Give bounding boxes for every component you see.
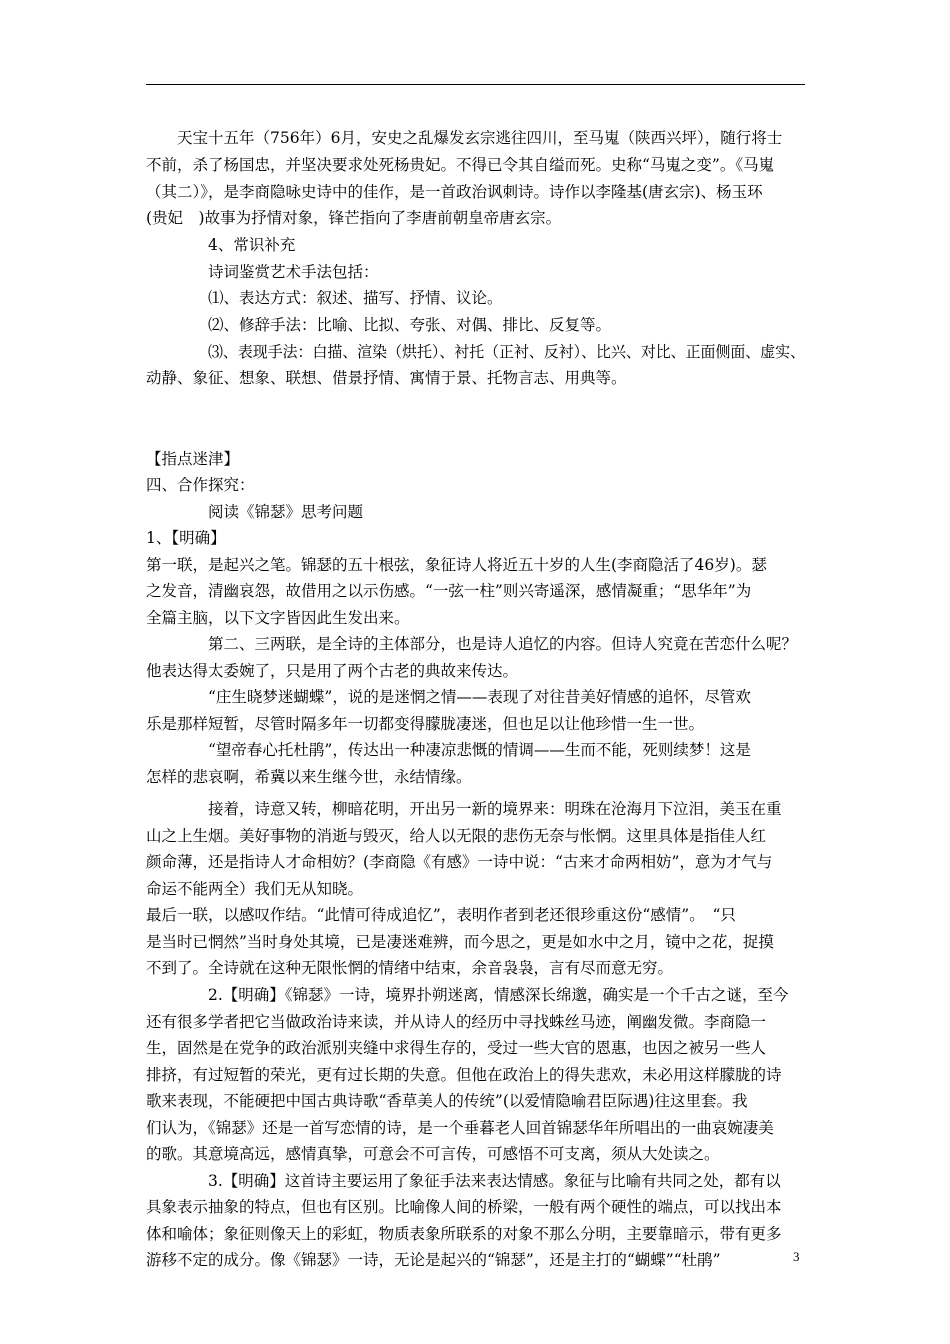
text-line: 游移不定的成分。像《锦瑟》一诗，无论是起兴的“锦瑟”，还是主打的“蝴蝶”“杜鹃” <box>146 1251 721 1269</box>
text-line: “望帝春心托杜鹃”，传达出一种凄凉悲慨的情调——生而不能，死则续梦！这是 <box>208 741 751 759</box>
text-line: 的歌。其意境高远，感情真挚，可意会不可言传，可感悟不可支离，须从大处读之。 <box>146 1145 720 1163</box>
text-line: 接着，诗意又转，柳暗花明，开出另一新的境界来：明珠在沧海月下泣泪，美玉在重 <box>208 800 782 818</box>
text-line: 最后一联，以感叹作结。“此情可待成追忆”，表明作者到老还很珍重这份“感情”。 “只 <box>146 906 736 924</box>
text-line: ⑶、表现手法：白描、渲染（烘托）、衬托（正衬、反衬）、比兴、对比、正面侧面、虚实、 <box>208 343 806 361</box>
task-line: 阅读《锦瑟》思考问题 <box>208 503 364 521</box>
text-line: 还有很多学者把它当做政治诗来读，并从诗人的经历中寻找蛛丝马迹，阐幽发微。李商隐一 <box>146 1013 767 1031</box>
page-number: 3 <box>793 1249 800 1264</box>
text-line: 2.【明确】《锦瑟》一诗，境界扑朔迷离，情感深长绵邈，确实是一个千古之谜，至今 <box>208 986 789 1004</box>
text-line: 第一联，是起兴之笔。锦瑟的五十根弦，象征诗人将近五十岁的人生(李商隐活了46岁)。瑟 <box>146 556 767 574</box>
text-line: 是当时已惘然”当时身处其境，已是凄迷难辨，而今思之，更是如水中之月，镜中之花，捉摸 <box>146 933 774 951</box>
text-line: 们认为，《锦瑟》还是一首写恋情的诗，是一个垂暮老人回首锦瑟华年所唱出的一曲哀婉凄美 <box>146 1119 774 1137</box>
text-line: 不到了。全诗就在这种无限怅惘的情绪中结束，余音袅袅，言有尽而意无穷。 <box>146 959 674 977</box>
text-line: 之发音，清幽哀怨，故借用之以示伤感。“一弦一柱”则兴寄遥深，感情凝重；“思华年”为 <box>146 582 752 600</box>
item-label: 1、【明确】 <box>146 529 226 547</box>
header-rule <box>146 84 805 85</box>
text-line: 3.【明确】这首诗主要运用了象征手法来表达情感。象征与比喻有共同之处，都有以 <box>208 1172 781 1190</box>
section-heading: 【指点迷津】 <box>146 450 240 468</box>
text-line: 山之上生烟。美好事物的消逝与毁灭，给人以无限的悲伤无奈与怅惘。这里具体是指佳人红 <box>146 827 767 845</box>
text-line: 体和喻体；象征则像天上的彩虹，物质表象所联系的对象不那么分明，主要靠暗示，带有更多 <box>146 1225 782 1243</box>
text-line: 颜命薄，还是指诗人才命相妨？(李商隐《有感》一诗中说：“古来才命两相妨”，意为才气与 <box>146 853 773 871</box>
text-line: 动静、象征、想象、联想、借景抒情、寓情于景、托物言志、用典等。 <box>146 369 627 387</box>
text-line: 全篇主脑，以下文字皆因此生发出来。 <box>146 609 410 627</box>
text-line: (贵妃 )故事为抒情对象，锋芒指向了李唐前朝皇帝唐玄宗。 <box>146 209 562 227</box>
text-line: 生，固然是在党争的政治派别夹缝中求得生存的，受过一些大官的恩惠，也因之被另一些人 <box>146 1039 767 1057</box>
text-line: 怎样的悲哀啊，希冀以来生继今世，永结情缘。 <box>146 768 472 786</box>
text-line: 第二、三两联，是全诗的主体部分，也是诗人追忆的内容。但诗人究竟在苦恋什么呢？ <box>208 635 798 653</box>
text-line: 具象表示抽象的特点，但也有区别。比喻像人间的桥梁，一般有两个硬性的端点，可以找出本 <box>146 1198 782 1216</box>
text-line: 不前，杀了杨国忠，并坚决要求处死杨贵妃。不得已令其自缢而死。史称“马嵬之变”。《马嵬 <box>146 156 775 174</box>
text-line: 4、常识补充 <box>208 236 296 254</box>
text-line: 排挤，有过短暂的荣光，更有过长期的失意。但他在政治上的得失悲欢，未必用这样朦胧的诗 <box>146 1066 782 1084</box>
text-line: （其二）》，是李商隐咏史诗中的佳作，是一首政治讽刺诗。诗作以李隆基(唐玄宗)、杨玉环 <box>146 183 763 201</box>
text-line: ⑵、修辞手法：比喻、比拟、夸张、对偶、排比、反复等。 <box>208 316 612 334</box>
text-line: 天宝十五年（756年）6月，安史之乱爆发玄宗逃往四川，至马嵬（陕西兴坪），随行将士 <box>177 129 783 147</box>
text-line: 歌来表现，不能硬把中国古典诗歌“香草美人的传统”(以爱情隐喻君臣际遇)往这里套。我 <box>146 1092 748 1110</box>
text-line: 诗词鉴赏艺术手法包括： <box>208 263 379 281</box>
text-line: “庄生晓梦迷蝴蝶”，说的是迷惘之情——表现了对往昔美好情感的追怀，尽管欢 <box>208 688 751 706</box>
text-line: 他表达得太委婉了，只是用了两个古老的典故来传达。 <box>146 662 519 680</box>
text-line: ⑴、表达方式：叙述、描写、抒情、议论。 <box>208 289 503 307</box>
text-line: 乐是那样短暂，尽管时隔多年一切都变得朦胧凄迷，但也足以让他珍惜一生一世。 <box>146 715 705 733</box>
text-line: 命运不能两全）我们无从知晓。 <box>146 880 364 898</box>
section-subheading: 四、合作探究： <box>146 476 255 494</box>
